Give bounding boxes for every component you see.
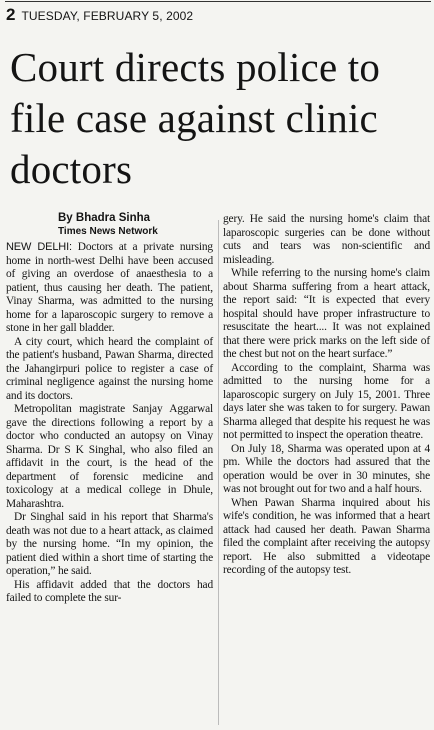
column-divider (218, 220, 219, 725)
byline (58, 212, 218, 238)
paragraph: His affidavit added that the doctors had failed to complete the sur- (6, 578, 213, 604)
paragraph: Metropolitan magistrate Sanjay Aggarwal gave the directions following a report by a doctor who conducted an autopsy on Vinay Sharma. Dr S K Singhal, who also filed an affidavit in the court, is the head of the department of forensic medicine and toxicology at a medical college in Dhule, Maharashtra. (6, 403, 213, 510)
paragraph: According to the complaint, Sharma was admitted to the nursing home for a laparoscopic surgery on July 15, 2001. Three days later she was taken to for surgery. Pawan Sharma alleged that despite his request he was not permitted to inspect the operation theatre. (223, 361, 430, 441)
paragraph: When Pawan Sharma inquired about his wife's condition, he was informed that a heart attack had caused her death. Pawan Sharma filed the complaint after receiving the autopsy report. He also submitted a videotape recording of the autopsy test. (223, 496, 430, 576)
paragraph: NEW DELHI: Doctors at a private nursing home in north-west Delhi have been accused of giving an overdose of anaesthesia to a patient, thus causing her death. The patient, Vinay Sharma, was admitted to the nursing home for a laparoscopic surgery to remove a stone in her gall bladder. (6, 241, 213, 334)
byline-network: Times News Network (58, 226, 158, 237)
paragraph: On July 18, Sharma was operated upon at 4 pm. While the doctors had assured that the operation would be over in 30 minutes, she was not brought out for two and a half hours. (223, 442, 430, 495)
page-number: 2 (6, 5, 16, 24)
publication-date: TUESDAY, FEBRUARY 5, 2002 (21, 9, 194, 23)
page-header (6, 5, 193, 25)
byline-author: By Bhadra Sinha (58, 212, 151, 224)
paragraph: A city court, which heard the complaint of the patient's husband, Pawan Sharma, directed the Jahangirpuri police to register a case of criminal negligence against the nursing home and its doctors. (6, 335, 213, 402)
dateline: NEW DELHI: (6, 241, 72, 253)
paragraph: While referring to the nursing home's claim about Sharma suffering from a heart attack, the report said: “It is expected that every hospital should have proper infrastructure to resuscitate the heart.... It was not explained that there were prick marks on the left side of the chest but not on the heart surface.” (223, 267, 430, 360)
headline: Court directs police to file case against clinic doctors (10, 44, 381, 192)
paragraph: Dr Singhal said in his report that Sharma's death was not due to a heart attack, as claimed by the nursing home. “In my opinion, the patient died within a short time of starting the operation,” he said. (6, 511, 213, 577)
top-rule (5, 1, 431, 2)
article-column-left (6, 241, 213, 606)
article-column-right (223, 213, 430, 578)
paragraph: gery. He said the nursing home's claim that laparoscopic surgeries can be done without cuts and tears was non-scientific and misleading. (223, 213, 430, 266)
